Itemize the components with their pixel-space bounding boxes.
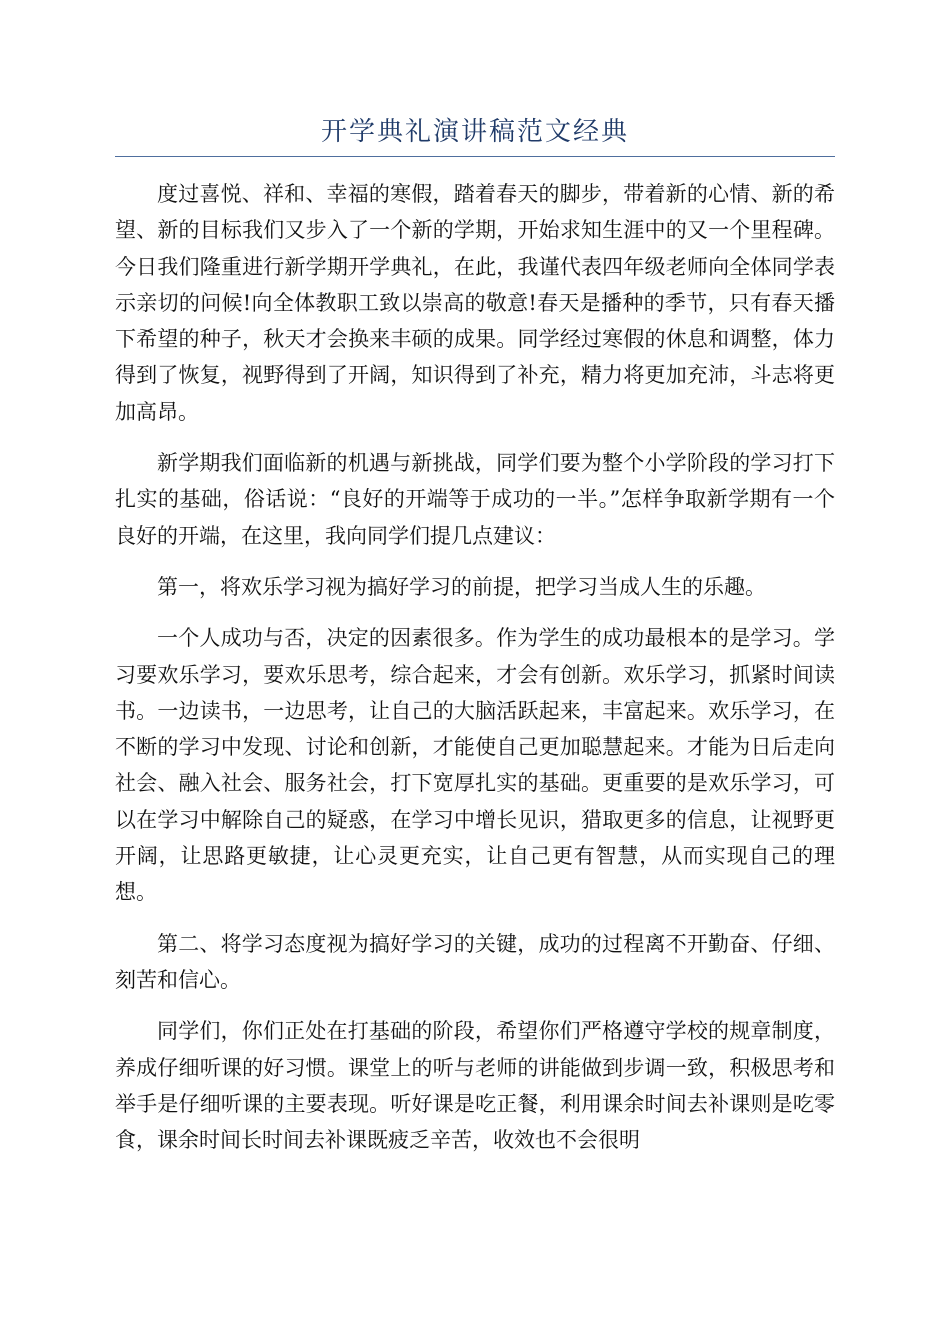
paragraph-4: 一个人成功与否，决定的因素很多。作为学生的成功最根本的是学习。学习要欢乐学习，要欢乐思考，综合起来，才会有创新。欢乐学习，抓紧时间读书。一边读书，一边思考，让自己的大脑活跃起来，丰富起来。欢乐学习，在不断的学习中发现、讨论和创新，才能使自己更加聪慧起来。才能为日后走向社会、融入社会、服务社会，打下宽厚扎实的基础。更重要的是欢乐学习，可以在学习中解除自己的疑惑，在学习中增长见识，猎取更多的信息，让视野更开阔，让思路更敏捷，让心灵更充实，让自己更有智慧，从而实现自己的理想。 — [115, 626, 835, 905]
paragraph-6: 同学们，你们正处在打基础的阶段，希望你们严格遵守学校的规章制度，养成仔细听课的好习惯。课堂上的听与老师的讲能做到步调一致，积极思考和举手是仔细听课的主要表现。听好课是吃正餐，利用课余时间去补课则是吃零食，课余时间长时间去补课既疲乏辛苦，收效也不会很明 — [115, 1019, 835, 1153]
page-title: 开学典礼演讲稿范文经典 — [320, 117, 629, 147]
document-body — [115, 176, 835, 1173]
paragraph-5: 第二、将学习态度视为搞好学习的关键，成功的过程离不开勤奋、仔细、刻苦和信心。 — [115, 931, 835, 992]
paragraph-1: 度过喜悦、祥和、幸福的寒假，踏着春天的脚步，带着新的心情、新的希望、新的目标我们又步入了一个新的学期，开始求知生涯中的又一个里程碑。今日我们隆重进行新学期开学典礼，在此，我谨代表四年级老师向全体同学表示亲切的问候!向全体教职工致以崇高的敬意!春天是播种的季节，只有春天播下希望的种子，秋天才会换来丰硕的成果。同学经过寒假的休息和调整，体力得到了恢复，视野得到了开阔，知识得到了补充，精力将更加充沛，斗志将更加高昂。 — [115, 182, 835, 424]
title-block — [115, 112, 835, 157]
paragraph-3: 第一，将欢乐学习视为搞好学习的前提，把学习当成人生的乐趣。 — [157, 574, 766, 599]
paragraph-2: 新学期我们面临新的机遇与新挑战，同学们要为整个小学阶段的学习打下扎实的基础，俗话说：“良好的开端等于成功的一半。”怎样争取新学期有一个良好的开端，在这里，我向同学们提几点建议： — [115, 451, 835, 548]
